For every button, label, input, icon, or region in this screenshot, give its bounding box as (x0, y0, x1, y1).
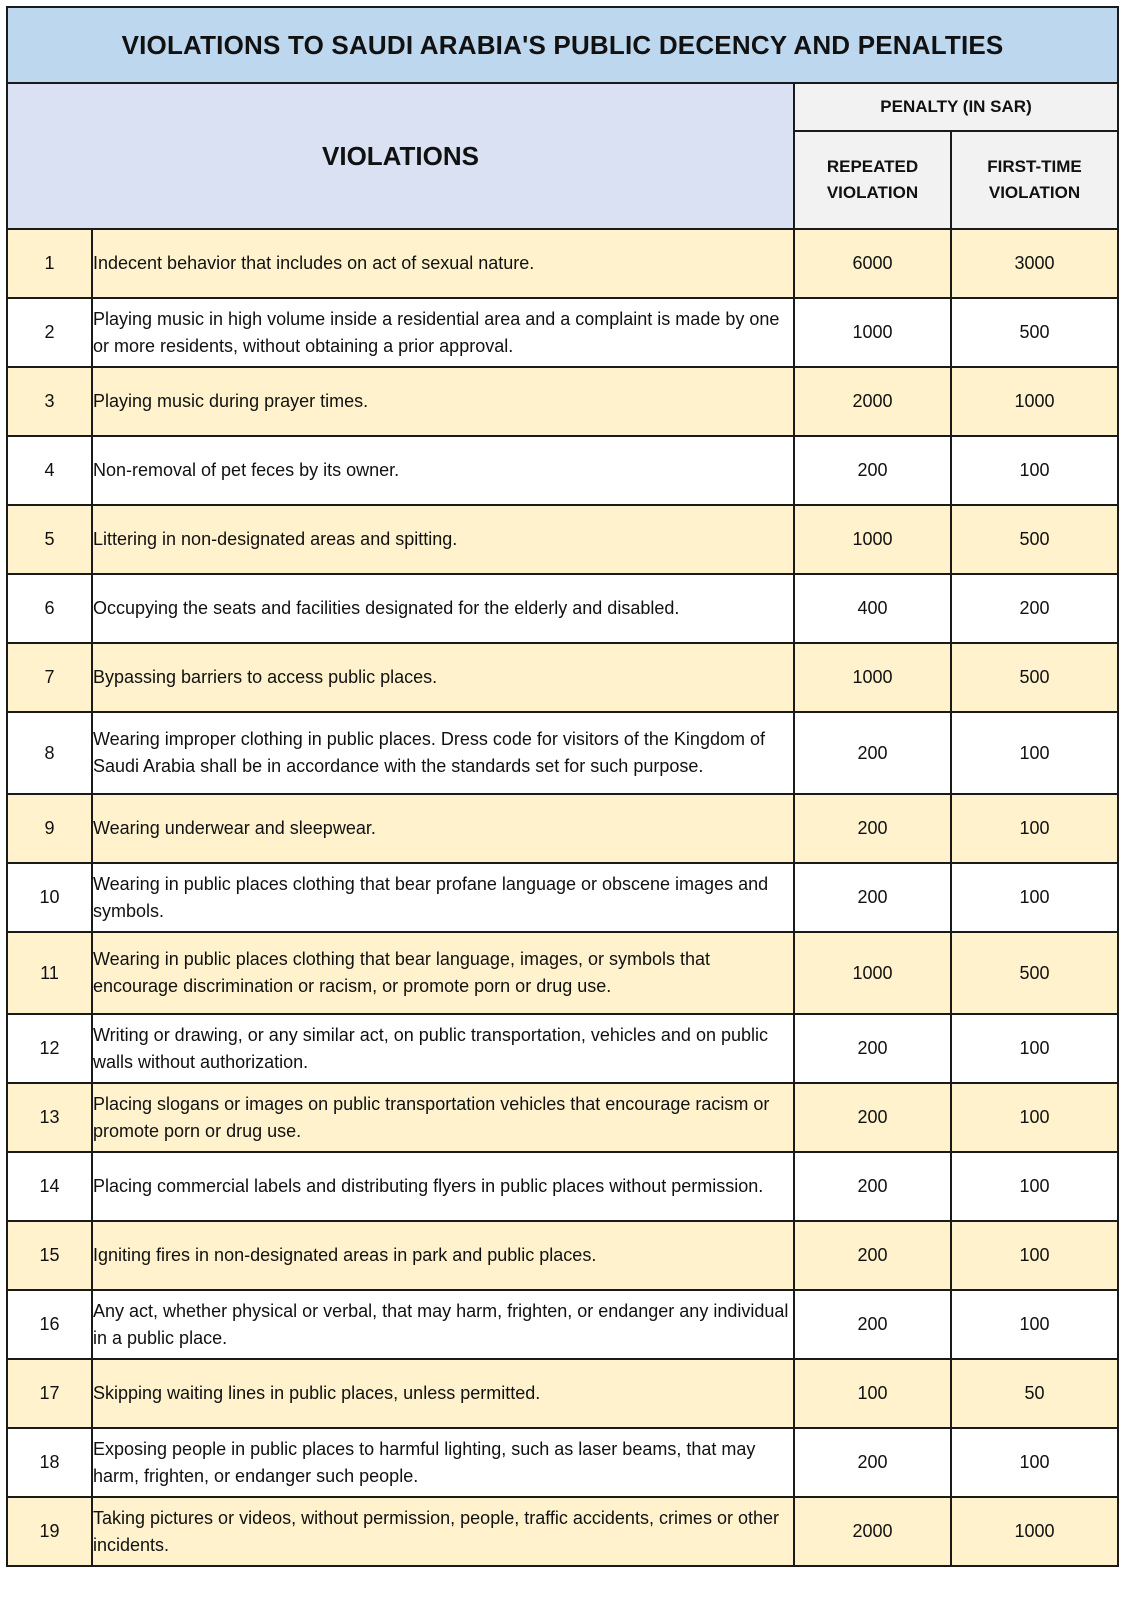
repeated-violation-header (794, 131, 951, 229)
row-number: 6 (7, 574, 92, 643)
repeated-penalty: 100 (794, 1359, 951, 1428)
row-number: 17 (7, 1359, 92, 1428)
violation-description: Skipping waiting lines in public places, unless permitted. (92, 1359, 794, 1428)
violation-description: Igniting fires in non-designated areas in park and public places. (92, 1221, 794, 1290)
violation-description: Non-removal of pet feces by its owner. (92, 436, 794, 505)
repeated-penalty: 200 (794, 1083, 951, 1152)
first-time-penalty: 500 (951, 643, 1118, 712)
table-row (7, 1152, 1118, 1221)
repeated-header-line2: VIOLATION (826, 183, 919, 202)
penalty-header: PENALTY (IN SAR) (794, 83, 1118, 131)
first-time-penalty: 100 (951, 794, 1118, 863)
row-number: 14 (7, 1152, 92, 1221)
repeated-penalty: 2000 (794, 367, 951, 436)
violation-description: Indecent behavior that includes on act of sexual nature. (92, 229, 794, 298)
first-time-penalty: 100 (951, 863, 1118, 932)
table-row (7, 1290, 1118, 1359)
table-row (7, 298, 1118, 367)
violation-description: Placing slogans or images on public transportation vehicles that encourage racism or promote porn or drug use. (92, 1083, 794, 1152)
row-number: 13 (7, 1083, 92, 1152)
page-title: VIOLATIONS TO SAUDI ARABIA'S PUBLIC DECENCY AND PENALTIES (7, 7, 1118, 83)
row-number: 1 (7, 229, 92, 298)
row-number: 10 (7, 863, 92, 932)
row-number: 19 (7, 1497, 92, 1566)
row-number: 15 (7, 1221, 92, 1290)
first-header-line2: VIOLATION (988, 183, 1081, 202)
first-time-penalty: 100 (951, 1290, 1118, 1359)
row-number: 11 (7, 932, 92, 1014)
first-time-penalty: 1000 (951, 1497, 1118, 1566)
first-time-penalty: 100 (951, 1014, 1118, 1083)
repeated-penalty: 200 (794, 1152, 951, 1221)
row-number: 8 (7, 712, 92, 794)
violation-description: Littering in non-designated areas and spitting. (92, 505, 794, 574)
repeated-penalty: 200 (794, 1221, 951, 1290)
repeated-penalty: 400 (794, 574, 951, 643)
table-row (7, 505, 1118, 574)
table-row (7, 1083, 1118, 1152)
table-row (7, 932, 1118, 1014)
repeated-penalty: 2000 (794, 1497, 951, 1566)
table-row (7, 863, 1118, 932)
first-time-penalty: 500 (951, 505, 1118, 574)
repeated-penalty: 1000 (794, 643, 951, 712)
first-time-penalty: 1000 (951, 367, 1118, 436)
first-time-penalty: 200 (951, 574, 1118, 643)
row-number: 2 (7, 298, 92, 367)
table-row (7, 1221, 1118, 1290)
table-row (7, 1359, 1118, 1428)
row-number: 3 (7, 367, 92, 436)
repeated-penalty: 200 (794, 794, 951, 863)
first-time-penalty: 100 (951, 1221, 1118, 1290)
repeated-header-line1: REPEATED (826, 157, 919, 176)
violation-description: Exposing people in public places to harmful lighting, such as laser beams, that may harm, frighten, or endanger such people. (92, 1428, 794, 1497)
first-time-penalty: 100 (951, 1083, 1118, 1152)
first-header-line1: FIRST-TIME (987, 157, 1082, 176)
repeated-penalty: 1000 (794, 932, 951, 1014)
penalties-table (6, 6, 1119, 1567)
row-number: 7 (7, 643, 92, 712)
violation-description: Occupying the seats and facilities designated for the elderly and disabled. (92, 574, 794, 643)
row-number: 9 (7, 794, 92, 863)
violations-header: VIOLATIONS (7, 83, 794, 229)
repeated-penalty: 6000 (794, 229, 951, 298)
violation-description: Wearing improper clothing in public places. Dress code for visitors of the Kingdom of Saudi Arabia shall be in accordance with the standards set for such purpose. (92, 712, 794, 794)
repeated-penalty: 200 (794, 863, 951, 932)
repeated-penalty: 200 (794, 1014, 951, 1083)
violation-description: Wearing in public places clothing that bear language, images, or symbols that encourage discrimination or racism, or promote porn or drug use. (92, 932, 794, 1014)
violation-description: Wearing underwear and sleepwear. (92, 794, 794, 863)
table-row (7, 794, 1118, 863)
repeated-penalty: 200 (794, 1428, 951, 1497)
table-row (7, 229, 1118, 298)
table-row (7, 643, 1118, 712)
violation-description: Placing commercial labels and distributing flyers in public places without permission. (92, 1152, 794, 1221)
first-time-penalty: 3000 (951, 229, 1118, 298)
violation-description: Any act, whether physical or verbal, that may harm, frighten, or endanger any individual in a public place. (92, 1290, 794, 1359)
repeated-penalty: 200 (794, 436, 951, 505)
row-number: 5 (7, 505, 92, 574)
row-number: 12 (7, 1014, 92, 1083)
table-row (7, 1014, 1118, 1083)
violation-description: Taking pictures or videos, without permission, people, traffic accidents, crimes or other incidents. (92, 1497, 794, 1566)
violation-description: Bypassing barriers to access public places. (92, 643, 794, 712)
table-row (7, 1428, 1118, 1497)
first-time-penalty: 500 (951, 298, 1118, 367)
repeated-penalty: 200 (794, 1290, 951, 1359)
table-row (7, 436, 1118, 505)
violation-description: Writing or drawing, or any similar act, on public transportation, vehicles and on public walls without authorization. (92, 1014, 794, 1083)
row-number: 18 (7, 1428, 92, 1497)
violation-description: Playing music during prayer times. (92, 367, 794, 436)
repeated-penalty: 1000 (794, 298, 951, 367)
first-time-penalty: 500 (951, 932, 1118, 1014)
first-time-violation-header (951, 131, 1118, 229)
violation-description: Playing music in high volume inside a residential area and a complaint is made by one or more residents, without obtaining a prior approval. (92, 298, 794, 367)
row-number: 16 (7, 1290, 92, 1359)
first-time-penalty: 100 (951, 1428, 1118, 1497)
first-time-penalty: 100 (951, 712, 1118, 794)
row-number: 4 (7, 436, 92, 505)
repeated-penalty: 1000 (794, 505, 951, 574)
first-time-penalty: 100 (951, 436, 1118, 505)
repeated-penalty: 200 (794, 712, 951, 794)
first-time-penalty: 100 (951, 1152, 1118, 1221)
violation-description: Wearing in public places clothing that bear profane language or obscene images and symbols. (92, 863, 794, 932)
table-row (7, 367, 1118, 436)
table-row (7, 574, 1118, 643)
table-row (7, 1497, 1118, 1566)
table-row (7, 712, 1118, 794)
first-time-penalty: 50 (951, 1359, 1118, 1428)
